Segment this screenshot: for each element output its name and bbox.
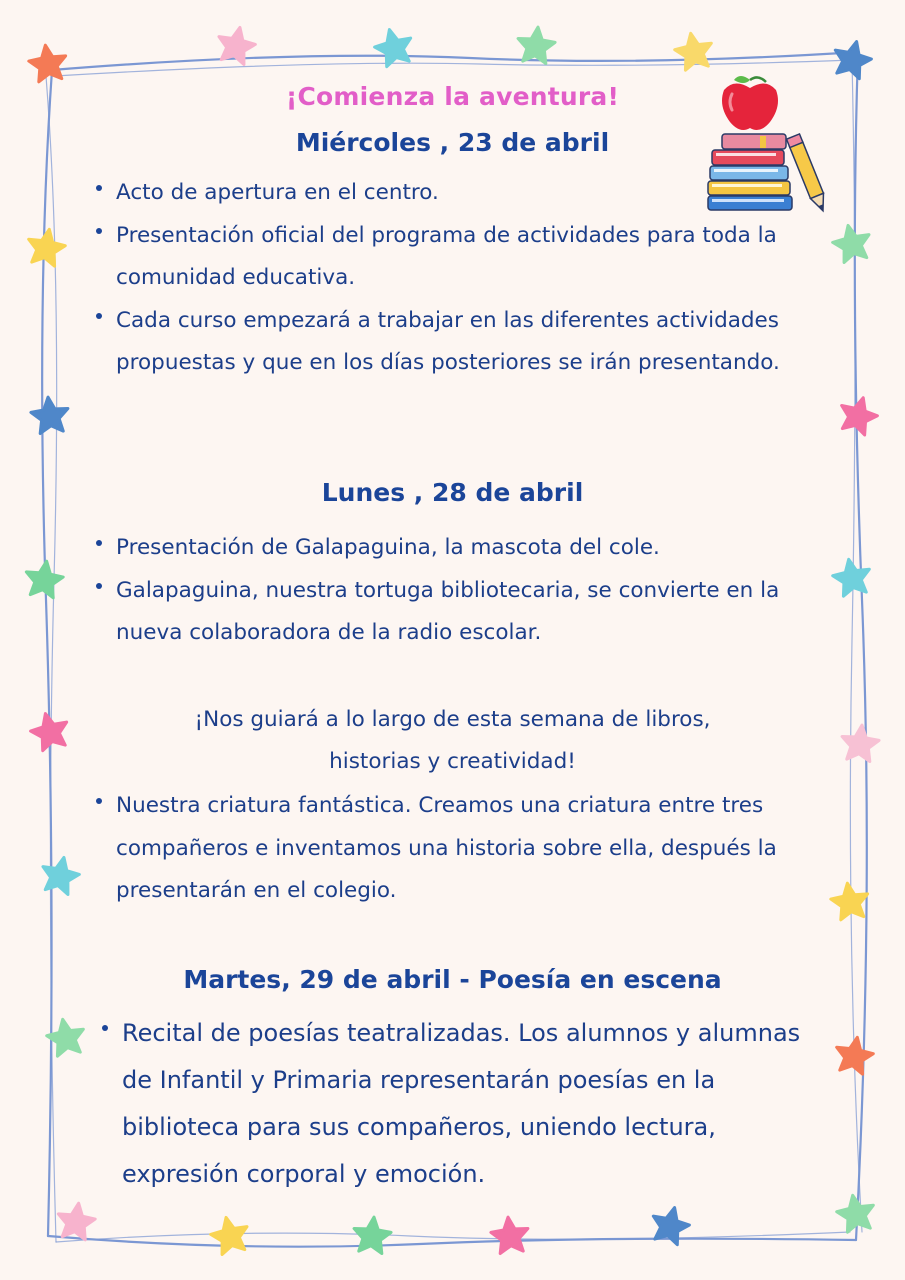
list-item: Acto de apertura en el centro.	[116, 172, 828, 215]
list-item: Recital de poesías teatralizadas. Los alumnos y alumnas de Infantil y Primaria representarán poesías en la biblioteca para sus compañeros, uniendo lectura, expresión corporal y emoción.	[122, 1010, 828, 1198]
list-item: Nuestra criatura fantástica. Creamos una criatura entre tres compañeros e inventamos una historia sobre ella, después la presentarán en el colegio.	[116, 785, 828, 913]
list-item: Presentación oficial del programa de actividades para toda la comunidad educativa.	[116, 215, 828, 300]
note-line: historias y creatividad!	[329, 749, 576, 774]
monday-activity-list	[116, 527, 828, 655]
section-title-wednesday: Miércoles , 23 de abril	[295, 128, 610, 157]
list-item: Galapaguina, nuestra tortuga bibliotecaria, se convierte en la nueva colaboradora de la radio escolar.	[116, 570, 828, 655]
list-item: Presentación de Galapaguina, la mascota del cole.	[116, 527, 828, 570]
monday-note	[100, 699, 805, 783]
list-item: Cada curso empezará a trabajar en las diferentes actividades propuestas y que en los días posteriores se irán presentando.	[116, 300, 828, 385]
wednesday-activity-list	[116, 172, 828, 385]
note-line: ¡Nos guiará a lo largo de esta semana de libros,	[194, 707, 711, 732]
tuesday-activity-list	[122, 1010, 828, 1198]
section-title-tuesday: Martes, 29 de abril - Poesía en escena	[183, 965, 722, 994]
page-tagline: ¡Comienza la aventura!	[285, 82, 620, 111]
section-title-monday: Lunes , 28 de abril	[321, 478, 584, 507]
monday-activity-list-continued	[116, 785, 828, 913]
